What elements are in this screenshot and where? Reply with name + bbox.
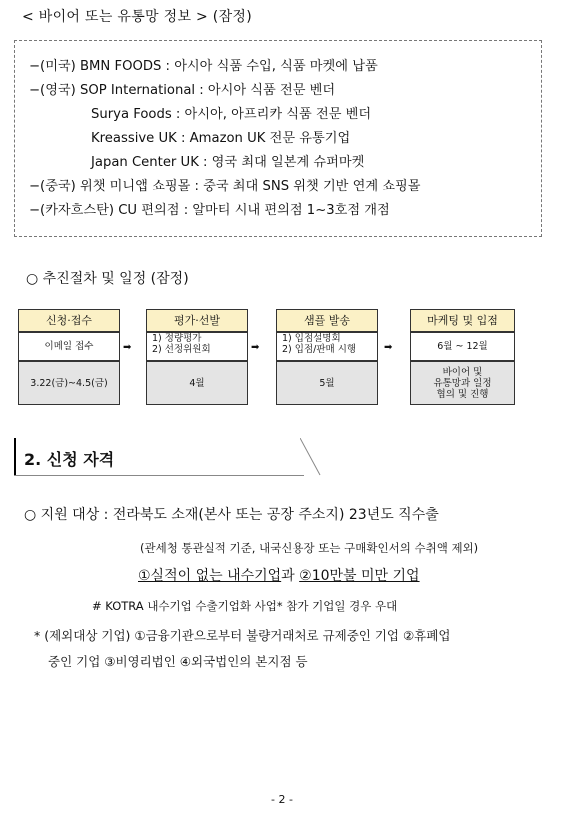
eligibility-conditions — [138, 565, 420, 585]
condition-1: ①실적이 없는 내수기업 — [138, 568, 282, 584]
buyer-uk-surya: Surya Foods : 아시아, 아프리카 식품 전문 벤더 — [91, 107, 372, 122]
section-2-title: 2. 신청 자격 — [24, 450, 115, 469]
exclusion-line-1: * (제외대상 기업) ①금융기관으로부터 불량거래처로 규제중인 기업 ②휴폐업 — [34, 628, 451, 643]
step-4-date — [410, 361, 515, 405]
buyer-kazakhstan: −(카자흐스탄) CU 편의점 : 알마티 시내 편의점 1~3호점 개점 — [29, 203, 390, 218]
condition-2: ②10만불 미만 기업 — [299, 568, 420, 584]
arrow-right-icon: ➡ — [251, 342, 260, 353]
procedure-heading: ○ 추진절차 및 일정 (잠정) — [26, 271, 189, 287]
section-corner-line — [300, 438, 324, 476]
arrow-right-icon: ➡ — [123, 342, 132, 353]
buyer-china: −(중국) 위챗 미니앱 쇼핑몰 : 중국 최대 SNS 위챗 기반 연계 쇼핑몰 — [29, 179, 421, 194]
exclusion-line-2: 중인 기업 ③비영리법인 ④외국법인의 본지점 등 — [48, 654, 308, 669]
page-number: - 2 - — [271, 793, 293, 806]
step-1-title: 신청·접수 — [18, 309, 120, 332]
step-1-detail: 이메일 접수 — [18, 332, 120, 361]
step-2-date: 4월 — [146, 361, 248, 405]
buyer-info-box — [14, 40, 542, 237]
buyer-uk-japan-center: Japan Center UK : 영국 최대 일본계 슈퍼마켓 — [91, 155, 365, 170]
condition-join: 과 — [281, 568, 300, 584]
step-3-detail — [276, 332, 378, 361]
step-2-detail-line2: 2) 선정위원회 — [152, 344, 211, 355]
step-3-title: 샘플 발송 — [276, 309, 378, 332]
step-2-detail — [146, 332, 248, 361]
step-3-detail-line2: 2) 입점/판매 시행 — [282, 344, 357, 355]
buyer-uk-sop: −(영국) SOP International : 아시아 식품 전문 벤더 — [29, 83, 336, 98]
step-4-date-line1: 바이어 및 — [442, 366, 483, 378]
step-3-date: 5월 — [276, 361, 378, 405]
buyer-uk-kreassive: Kreassive UK : Amazon UK 전문 유통기업 — [91, 131, 351, 146]
arrow-right-icon: ➡ — [384, 342, 393, 353]
step-3-detail-line1: 1) 입점설명회 — [282, 333, 341, 344]
step-4-date-line2: 유통망과 일정 — [433, 377, 492, 389]
buyer-usa: −(미국) BMN FOODS : 아시아 식품 수입, 식품 마켓에 납품 — [29, 59, 378, 74]
kotra-note: # KOTRA 내수기업 수출기업화 사업* 참가 기업일 경우 우대 — [92, 599, 398, 613]
step-4-detail: 6월 ~ 12월 — [410, 332, 515, 361]
section-underline — [14, 475, 304, 476]
section-2-header — [14, 438, 306, 476]
buyer-info-heading: < 바이어 또는 유통망 정보 > (잠정) — [22, 9, 252, 25]
section-bar — [14, 438, 16, 476]
step-4-date-line3: 협의 및 진행 — [436, 388, 489, 400]
step-2-detail-line1: 1) 정량평가 — [152, 333, 202, 344]
eligibility-line: ○ 지원 대상 : 전라북도 소재(본사 또는 공장 주소지) 23년도 직수출 — [24, 507, 439, 523]
step-4-title: 마케팅 및 입점 — [410, 309, 515, 332]
step-2-title: 평가·선발 — [146, 309, 248, 332]
step-1-date: 3.22(금)~4.5(금) — [18, 361, 120, 405]
eligibility-note: (관세청 통관실적 기준, 내국신용장 또는 구매확인서의 수취액 제외) — [140, 541, 479, 555]
